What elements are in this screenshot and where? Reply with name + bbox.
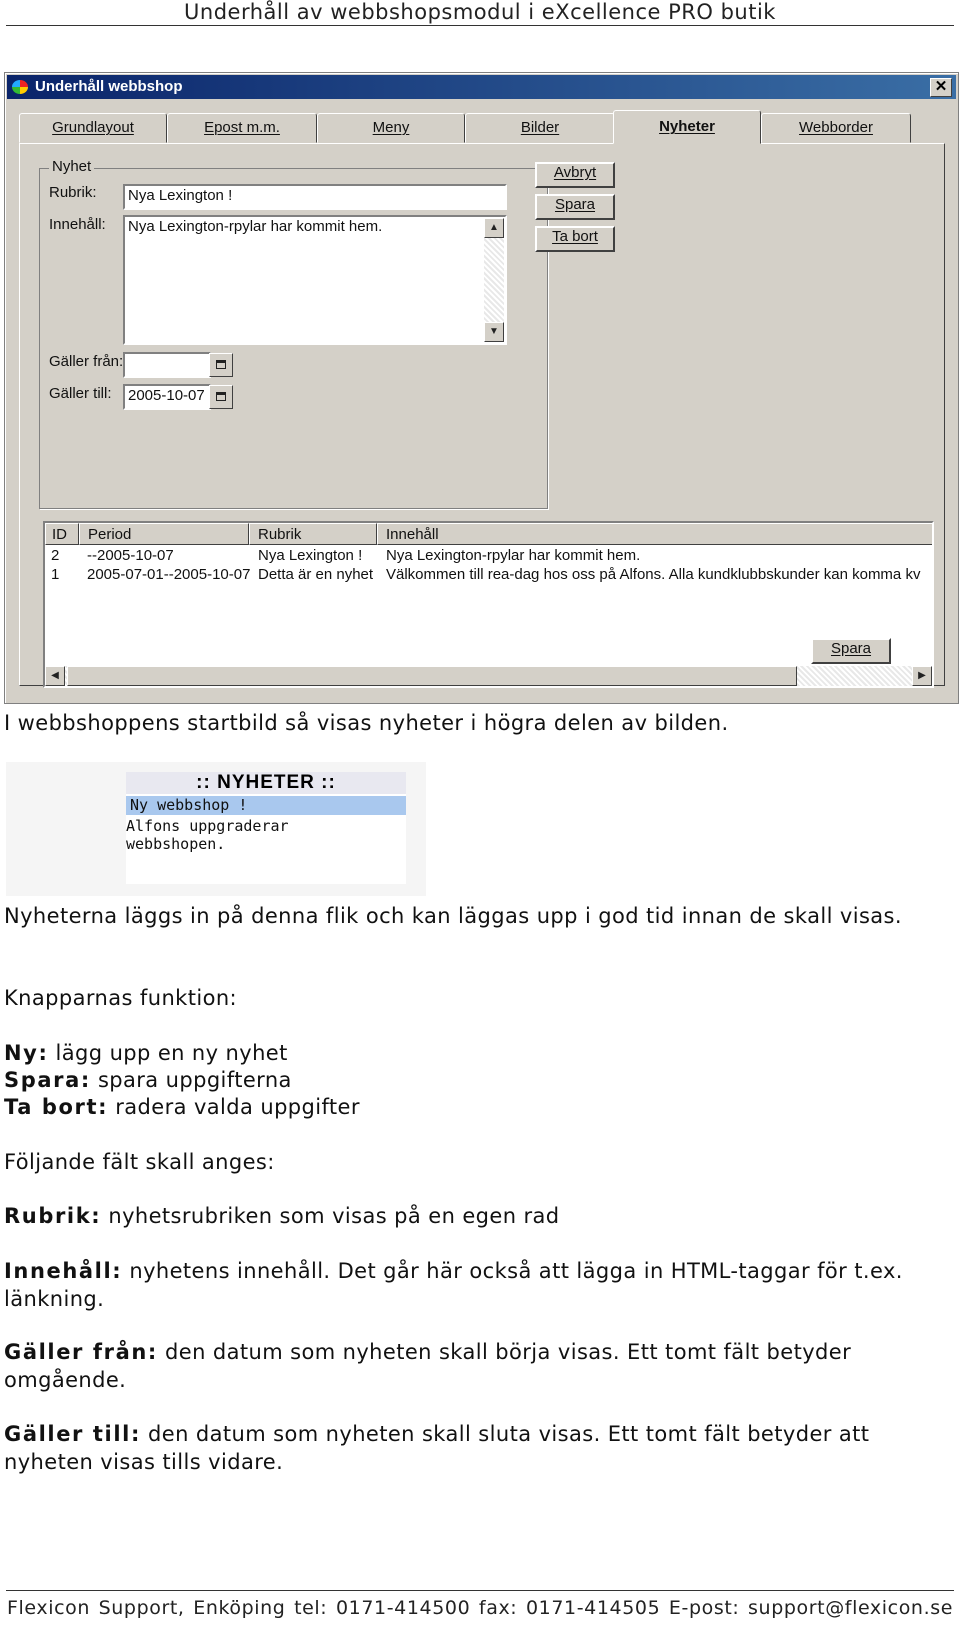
tab-grundlayout[interactable]: Grundlayout: [19, 113, 167, 143]
desc: nyhetens innehåll. Det går här också att lägga in HTML-taggar för t.ex. länkning.: [4, 1259, 903, 1311]
window-titlebar: [7, 75, 956, 99]
nyheter-title: :: NYHETER ::: [126, 772, 406, 794]
calendar-icon[interactable]: [209, 353, 233, 377]
definition-galler-fran: [4, 1338, 904, 1394]
news-item: Ny webbshop !: [126, 796, 406, 815]
desc: den datum som nyheten skall börja visas. Ett tomt fält betyder omgående.: [4, 1340, 852, 1392]
definition-ny: [4, 1039, 954, 1067]
definition-galler-till: [4, 1420, 914, 1476]
footer-divider: [6, 1590, 954, 1591]
window-title: Underhåll webbshop: [35, 78, 183, 95]
innehall-scrollbar[interactable]: [484, 218, 504, 342]
nyheter-list: [43, 521, 934, 688]
cell-id: 2: [51, 547, 60, 564]
desc: nyhetsrubriken som visas på en egen rad: [108, 1204, 560, 1228]
close-icon[interactable]: ✕: [930, 78, 952, 97]
paragraph: Följande fält skall anges:: [4, 1150, 275, 1174]
spara-button[interactable]: Spara: [535, 194, 615, 220]
term: Ny:: [4, 1041, 49, 1065]
news-item-line: webbshopen.: [126, 835, 226, 853]
cell-rubrik: Detta är en nyhet: [258, 566, 374, 583]
ta-bort-button[interactable]: Ta bort: [535, 226, 615, 252]
column-header[interactable]: ID: [45, 523, 79, 545]
list-header: [45, 523, 932, 545]
horizontal-scrollbar[interactable]: [45, 666, 932, 686]
column-header[interactable]: Rubrik: [249, 523, 377, 545]
column-header[interactable]: Innehåll: [377, 523, 934, 545]
app-logo-icon: [11, 79, 29, 95]
innehall-label: Innehåll:: [49, 216, 106, 233]
scroll-up-icon[interactable]: ▲: [484, 218, 504, 238]
galler-till-input[interactable]: 2005-10-07: [123, 384, 211, 410]
term: Innehåll:: [4, 1259, 123, 1283]
desc: radera valda uppgifter: [115, 1095, 360, 1119]
term: Ta bort:: [4, 1095, 109, 1119]
galler-till-label: Gäller till:: [49, 385, 112, 402]
innehall-textarea[interactable]: [123, 215, 507, 345]
definition-ta-bort: [4, 1093, 954, 1121]
maintenance-window: [4, 72, 959, 704]
galler-fran-label: Gäller från:: [49, 353, 124, 370]
tab-nyheter[interactable]: Nyheter: [613, 110, 761, 144]
paragraph: Knapparnas funktion:: [4, 986, 238, 1010]
cell-rubrik: Nya Lexington !: [258, 547, 363, 564]
scroll-thumb[interactable]: [67, 666, 797, 686]
rubrik-label: Rubrik:: [49, 184, 97, 201]
scroll-right-icon[interactable]: ▶: [912, 666, 932, 686]
desc: lägg upp en ny nyhet: [55, 1041, 288, 1065]
avbryt-button[interactable]: Avbryt: [535, 162, 615, 188]
tab-strip: [19, 113, 945, 143]
term: Gäller från:: [4, 1340, 158, 1364]
term: Gäller till:: [4, 1422, 141, 1446]
cell-period: --2005-10-07: [87, 547, 174, 564]
nyhet-group-label: Nyhet: [49, 158, 94, 175]
rubrik-input[interactable]: Nya Lexington !: [123, 184, 507, 210]
tab-epost[interactable]: Epost m.m.: [167, 113, 317, 143]
column-header[interactable]: Period: [79, 523, 249, 545]
definition-rubrik: [4, 1202, 954, 1230]
bottom-spara-button[interactable]: Spara: [811, 638, 891, 664]
paragraph: Nyheterna läggs in på denna flik och kan läggas upp i god tid innan de skall visas.: [4, 904, 902, 928]
calendar-icon[interactable]: [209, 385, 233, 409]
innehall-text: Nya Lexington-rpylar har kommit hem.: [128, 218, 383, 235]
desc: spara uppgifterna: [97, 1068, 292, 1092]
page-footer: Flexicon Support, Enköping tel: 0171-414500 fax: 0171-414505 E-post: support@flexicon.se: [6, 1597, 953, 1619]
term: Spara:: [4, 1068, 91, 1092]
scroll-down-icon[interactable]: ▼: [484, 322, 504, 342]
scroll-left-icon[interactable]: ◀: [45, 666, 65, 686]
cell-innehall: Nya Lexington-rpylar har kommit hem.: [386, 547, 641, 564]
tab-meny[interactable]: Meny: [317, 113, 465, 143]
cell-period: 2005-07-01--2005-10-07: [87, 566, 251, 583]
intro-paragraph: I webbshoppens startbild så visas nyheter i högra delen av bilden.: [4, 711, 729, 735]
news-item-line: Alfons uppgraderar: [126, 817, 289, 835]
news-item: [126, 817, 406, 853]
term: Rubrik:: [4, 1204, 102, 1228]
tab-bilder[interactable]: Bilder: [465, 113, 615, 143]
header-divider: [6, 25, 954, 26]
nyheter-preview-image: [6, 762, 426, 896]
desc: den datum som nyheten skall sluta visas. Ett tomt fält betyder att nyheten visas tills vidare.: [4, 1422, 870, 1474]
galler-fran-input[interactable]: [123, 352, 211, 378]
nyheter-box: [126, 772, 406, 884]
definition-spara: [4, 1066, 954, 1094]
cell-id: 1: [51, 566, 60, 583]
definition-innehall: [4, 1257, 904, 1313]
cell-innehall: Välkommen till rea-dag hos oss på Alfons. Alla kundklubbskunder kan komma kv: [386, 566, 921, 583]
tab-webborder[interactable]: Webborder: [761, 113, 911, 143]
page-header: Underhåll av webbshopsmodul i eXcellence PRO butik: [184, 0, 776, 24]
